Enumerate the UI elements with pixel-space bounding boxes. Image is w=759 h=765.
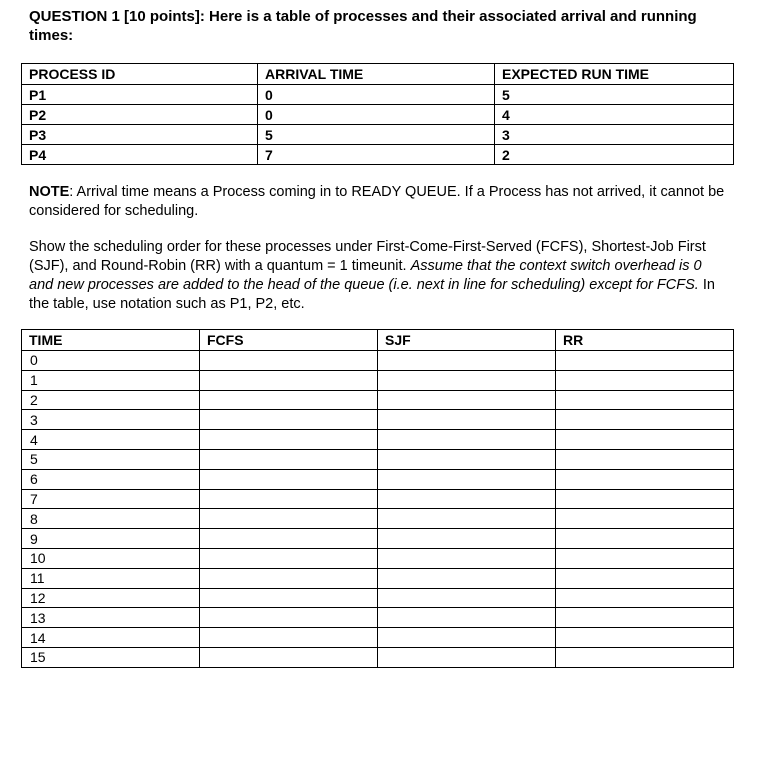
time-cell: 4 [22,430,200,450]
arrival-time-cell: 7 [258,145,495,165]
sjf-answer-cell[interactable] [378,410,556,430]
fcfs-answer-cell[interactable] [200,351,378,371]
sjf-answer-cell[interactable] [378,529,556,549]
table-row [22,351,734,371]
instructions-italic: Assume that the context switch overhead is 0 and new processes are added to the head of the queue (i.e. next in line for scheduling) except for FCFS. [29,258,702,293]
table-row [22,410,734,430]
sjf-answer-cell[interactable] [378,588,556,608]
rr-answer-cell[interactable] [556,548,734,568]
table-row [22,370,734,390]
table-row [22,430,734,450]
process-table-header-row [22,64,734,85]
table-row [22,489,734,509]
fcfs-answer-cell[interactable] [200,548,378,568]
process-table [21,63,734,165]
fcfs-answer-cell[interactable] [200,588,378,608]
instructions-paragraph [29,238,729,314]
fcfs-answer-cell[interactable] [200,568,378,588]
sjf-answer-cell[interactable] [378,568,556,588]
process-id-cell: P1 [22,85,258,105]
fcfs-answer-cell[interactable] [200,628,378,648]
time-cell: 5 [22,449,200,469]
fcfs-answer-cell[interactable] [200,449,378,469]
time-cell: 11 [22,568,200,588]
time-cell: 13 [22,608,200,628]
rr-answer-cell[interactable] [556,647,734,667]
fcfs-answer-cell[interactable] [200,647,378,667]
instructions-part3: In the table, use notation such as P1, P2, etc. [29,277,715,312]
fcfs-answer-cell[interactable] [200,469,378,489]
header-time: TIME [22,330,200,351]
rr-answer-cell[interactable] [556,469,734,489]
run-time-cell: 5 [495,85,734,105]
schedule-table-body [22,351,734,668]
note-text: : Arrival time means a Process coming in to READY QUEUE. If a Process has not arrived, it cannot be considered for scheduling. [29,184,725,219]
header-arrival-time: ARRIVAL TIME [258,64,495,85]
time-cell: 7 [22,489,200,509]
table-row [22,105,734,125]
table-row [22,647,734,667]
table-row [22,449,734,469]
rr-answer-cell[interactable] [556,489,734,509]
time-cell: 15 [22,647,200,667]
arrival-time-cell: 0 [258,105,495,125]
note-paragraph [29,183,729,221]
table-row [22,125,734,145]
header-expected-run-time: EXPECTED RUN TIME [495,64,734,85]
table-row [22,628,734,648]
table-row [22,588,734,608]
run-time-cell: 3 [495,125,734,145]
run-time-cell: 4 [495,105,734,125]
table-row [22,145,734,165]
sjf-answer-cell[interactable] [378,548,556,568]
table-row [22,529,734,549]
question-title: QUESTION 1 [10 points]: Here is a table of processes and their associated arrival and running times: [29,8,697,44]
fcfs-answer-cell[interactable] [200,410,378,430]
fcfs-answer-cell[interactable] [200,509,378,529]
arrival-time-cell: 0 [258,85,495,105]
rr-answer-cell[interactable] [556,608,734,628]
table-row [22,568,734,588]
rr-answer-cell[interactable] [556,410,734,430]
rr-answer-cell[interactable] [556,390,734,410]
time-cell: 3 [22,410,200,430]
header-rr: RR [556,330,734,351]
time-cell: 14 [22,628,200,648]
rr-answer-cell[interactable] [556,430,734,450]
fcfs-answer-cell[interactable] [200,529,378,549]
time-cell: 10 [22,548,200,568]
run-time-cell: 2 [495,145,734,165]
sjf-answer-cell[interactable] [378,370,556,390]
process-id-cell: P2 [22,105,258,125]
time-cell: 8 [22,509,200,529]
arrival-time-cell: 5 [258,125,495,145]
rr-answer-cell[interactable] [556,509,734,529]
fcfs-answer-cell[interactable] [200,390,378,410]
table-row [22,608,734,628]
time-cell: 9 [22,529,200,549]
time-cell: 1 [22,370,200,390]
sjf-answer-cell[interactable] [378,489,556,509]
sjf-answer-cell[interactable] [378,351,556,371]
process-id-cell: P4 [22,145,258,165]
fcfs-answer-cell[interactable] [200,430,378,450]
table-row [22,85,734,105]
time-cell: 6 [22,469,200,489]
instructions-part1: Show the scheduling order for these processes under First-Come-First-Served (FCFS), Shortest-Job First (SJF), and Round-Robin (RR) with a quantum = 1 timeunit. [29,239,706,274]
time-cell: 0 [22,351,200,371]
rr-answer-cell[interactable] [556,529,734,549]
fcfs-answer-cell[interactable] [200,370,378,390]
table-row [22,509,734,529]
rr-answer-cell[interactable] [556,370,734,390]
rr-answer-cell[interactable] [556,351,734,371]
fcfs-answer-cell[interactable] [200,489,378,509]
note-label: NOTE [29,184,70,200]
table-row [22,548,734,568]
header-process-id: PROCESS ID [22,64,258,85]
sjf-answer-cell[interactable] [378,449,556,469]
fcfs-answer-cell[interactable] [200,608,378,628]
table-row [22,469,734,489]
sjf-answer-cell[interactable] [378,628,556,648]
process-id-cell: P3 [22,125,258,145]
sjf-answer-cell[interactable] [378,509,556,529]
sjf-answer-cell[interactable] [378,390,556,410]
rr-answer-cell[interactable] [556,568,734,588]
time-cell: 12 [22,588,200,608]
schedule-table [21,329,734,668]
rr-answer-cell[interactable] [556,628,734,648]
sjf-answer-cell[interactable] [378,608,556,628]
header-fcfs: FCFS [200,330,378,351]
rr-answer-cell[interactable] [556,449,734,469]
sjf-answer-cell[interactable] [378,469,556,489]
time-cell: 2 [22,390,200,410]
header-sjf: SJF [378,330,556,351]
rr-answer-cell[interactable] [556,588,734,608]
table-row [22,390,734,410]
schedule-table-header-row [22,330,734,351]
sjf-answer-cell[interactable] [378,430,556,450]
sjf-answer-cell[interactable] [378,647,556,667]
